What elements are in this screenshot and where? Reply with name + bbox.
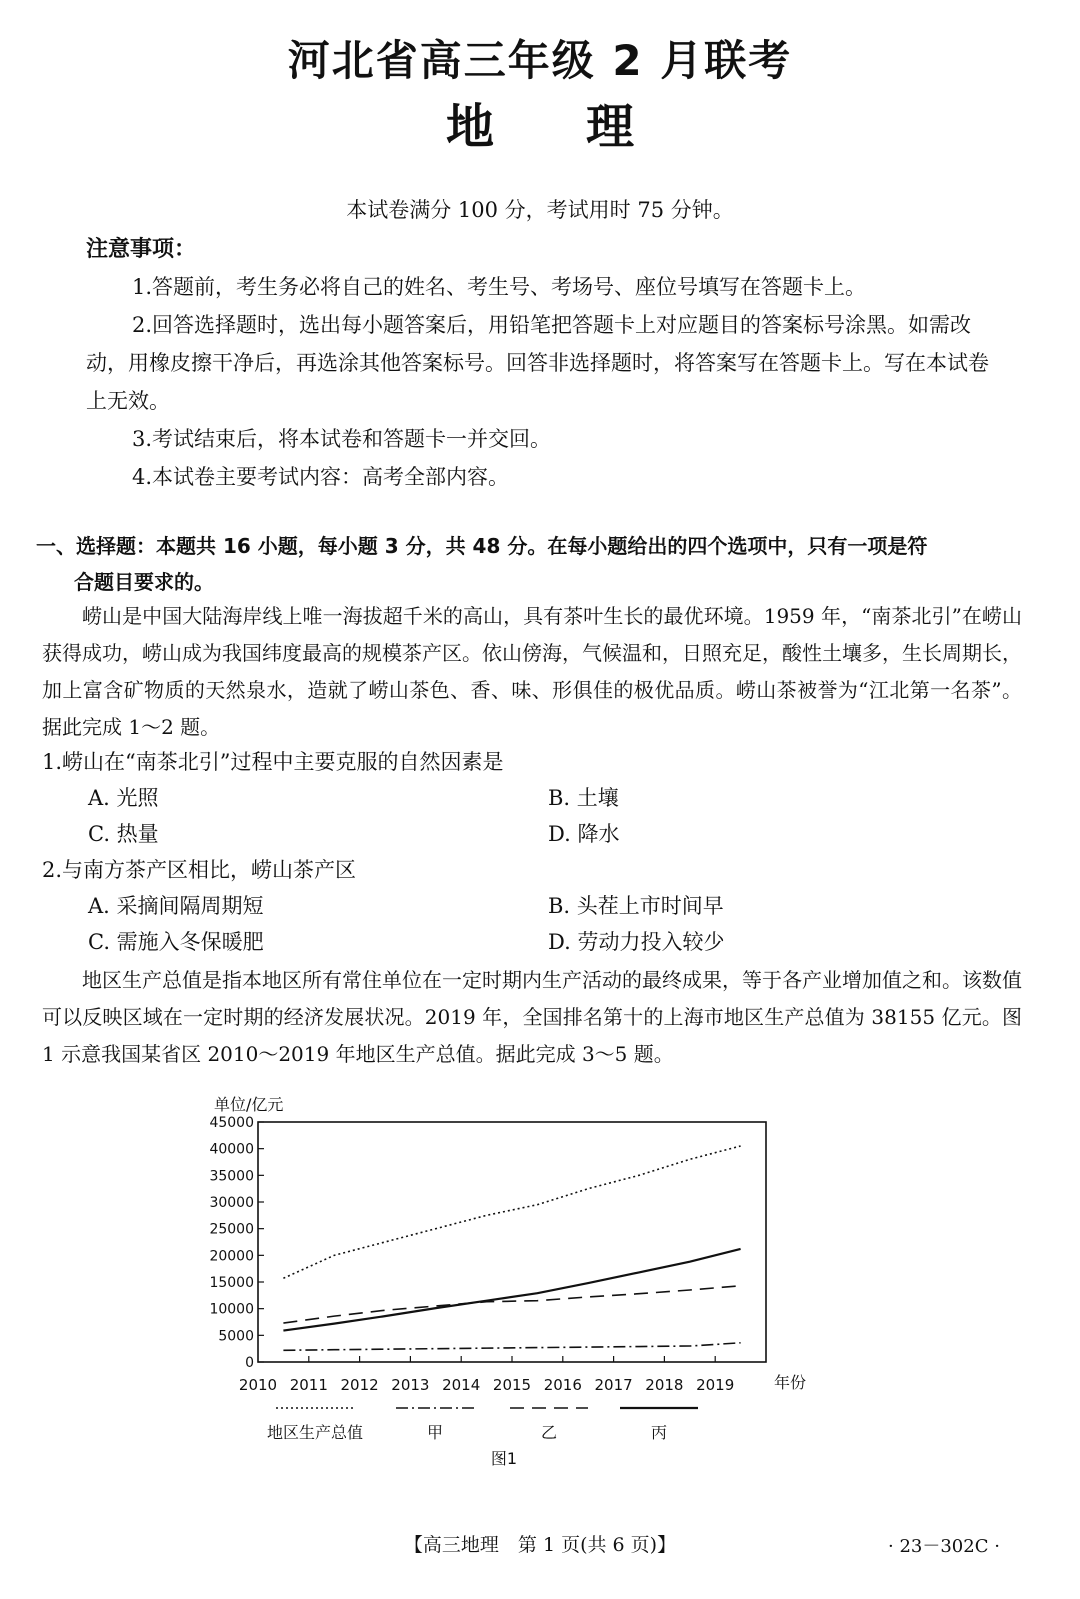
passage-gdp-text: 地区生产总值是指本地区所有常住单位在一定时期内生产活动的最终成果，等于各产业增加值之和。该数值可以反映区域在一定时期的经济发展状况。2019 年，全国排名第十的上海市地区生产总值为 38155 亿元。图 1 示意我国某省区 2010～2019 年地区生产总值。据此完成 3～5 题。: [42, 968, 1022, 1066]
x-tick-label: 2011: [289, 1376, 328, 1394]
x-tick-label: 2019: [696, 1376, 735, 1394]
notice-item-1: 1.答题前，考生务必将自己的姓名、考生号、考场号、座位号填写在答题卡上。: [132, 275, 867, 299]
question-1-option-b: B. 土壤: [548, 786, 619, 810]
x-axis-label: 年份: [774, 1373, 807, 1392]
exam-code: · 23－302C ·: [888, 1536, 1000, 1557]
question-2-option-a: A. 采摘间隔周期短: [88, 894, 264, 918]
question-2-option-d: D. 劳动力投入较少: [548, 930, 725, 954]
legend-label-3: 丙: [650, 1423, 668, 1442]
question-2-stem: 2.与南方茶产区相比，崂山茶产区: [42, 858, 357, 882]
notice-heading: 注意事项：: [86, 237, 197, 262]
question-1-option-d: D. 降水: [548, 822, 620, 846]
x-tick-label: 2016: [543, 1376, 582, 1394]
question-1-option-c: C. 热量: [88, 822, 159, 846]
legend-label-0: 地区生产总值: [266, 1423, 364, 1442]
question-1-option-a: A. 光照: [88, 786, 159, 810]
legend-label-2: 乙: [540, 1423, 558, 1442]
x-tick-label: 2018: [645, 1376, 684, 1394]
y-tick-label: 0: [245, 1355, 254, 1371]
passage-laoshan: [42, 598, 1022, 746]
series-line-2: [283, 1286, 740, 1323]
notice-item-3: 3.考试结束后，将本试卷和答题卡一并交回。: [132, 427, 552, 451]
y-tick-label: 20000: [209, 1248, 254, 1265]
y-axis-label: 单位/亿元: [214, 1095, 284, 1114]
series-line-0: [283, 1146, 740, 1278]
y-tick-label: 40000: [209, 1141, 254, 1158]
passage-gdp: [42, 962, 1022, 1073]
question-2-option-b: B. 头茬上市时间早: [548, 894, 724, 918]
legend-label-1: 甲: [426, 1423, 444, 1442]
page-footer: 【高三地理 第 1 页(共 6 页)】: [403, 1534, 677, 1556]
question-1-stem: 1.崂山在“南茶北引”过程中主要克服的自然因素是: [42, 750, 504, 774]
y-tick-label: 35000: [209, 1168, 254, 1185]
subject-title: [0, 88, 1080, 157]
passage-laoshan-text: 崂山是中国大陆海岸线上唯一海拔超千米的高山，具有茶叶生长的最优环境。1959 年，“南茶北引”在崂山获得成功，崂山成为我国纬度最高的规模茶产区。依山傍海，气候温和，日照充足，酸性土壤多，生长周期长，加上富含矿物质的天然泉水，造就了崂山茶色、香、味、形俱佳的极优品质。崂山茶被誉为“江北第一名茶”。据此完成 1～2 题。: [42, 604, 1022, 739]
series-line-3: [283, 1249, 740, 1331]
subject-char-2: 理: [586, 99, 635, 155]
subject-char-1: 地: [445, 99, 494, 155]
plot-frame: [258, 1122, 766, 1362]
notice-item-2: 2.回答选择题时，选出每小题答案后，用铅笔把答题卡上对应题目的答案标号涂黑。如需改动，用橡皮擦干净后，再选涂其他答案标号。回答非选择题时，将答案写在答题卡上。写在本试卷上无效。: [86, 313, 989, 413]
figure-1: [200, 1090, 840, 1480]
x-tick-label: 2015: [492, 1376, 532, 1394]
y-tick-label: 30000: [209, 1195, 254, 1211]
x-tick-label: 2017: [594, 1376, 633, 1394]
x-tick-label: 2010: [238, 1376, 278, 1394]
notice-list: [86, 268, 996, 496]
question-2-option-c: C. 需施入冬保暖肥: [88, 930, 264, 954]
x-tick-label: 2012: [340, 1376, 379, 1394]
x-tick-label: 2014: [442, 1376, 481, 1394]
series-line-1: [283, 1343, 740, 1350]
figure-caption: 图1: [490, 1449, 518, 1468]
y-tick-label: 10000: [209, 1301, 254, 1318]
y-tick-label: 5000: [218, 1328, 254, 1345]
y-tick-label: 25000: [209, 1221, 254, 1238]
y-tick-label: 45000: [209, 1115, 254, 1131]
notice-item-4: 4.本试卷主要考试内容：高考全部内容。: [132, 465, 510, 489]
section-line-1: 一、选择题：本题共 16 小题，每小题 3 分，共 48 分。在每小题给出的四个选项中，只有一项是符: [36, 534, 928, 558]
section-heading: [36, 528, 1016, 600]
y-tick-label: 15000: [209, 1275, 254, 1291]
x-tick-label: 2013: [391, 1376, 430, 1394]
score-line: 本试卷满分 100 分，考试用时 75 分钟。: [346, 198, 734, 222]
exam-title: 河北省高三年级 2 月联考: [287, 36, 793, 85]
gdp-line-chart: [200, 1090, 840, 1480]
section-line-2: 合题目要求的。: [74, 570, 214, 594]
